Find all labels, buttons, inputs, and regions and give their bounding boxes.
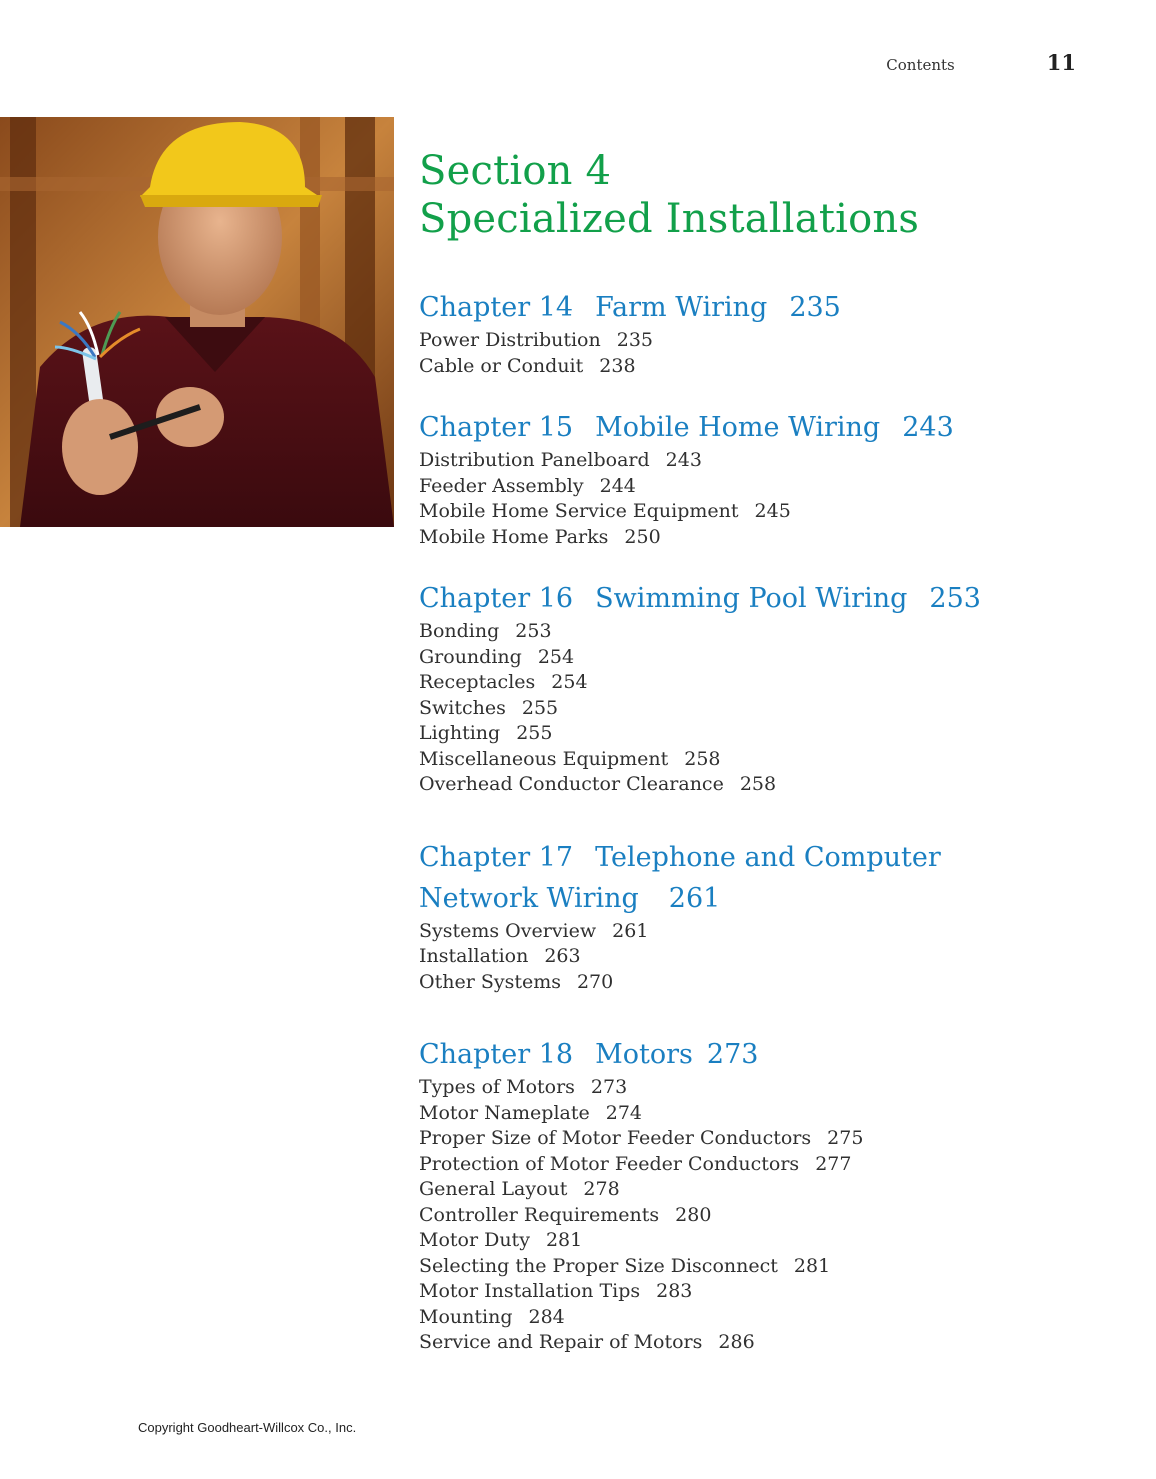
topic-page: 280 <box>675 1203 712 1226</box>
topic-item[interactable] <box>419 1203 1119 1229</box>
topic-item[interactable] <box>419 474 1119 500</box>
chapter-name: Motors <box>595 1039 693 1070</box>
chapter-label: Chapter 16 <box>419 583 574 614</box>
topic-page: 255 <box>521 696 559 719</box>
topic-page: 254 <box>551 671 588 693</box>
topic-title: Mobile Home Service Equipment <box>419 500 739 522</box>
topic-page: 255 <box>516 722 553 744</box>
chapter-heading[interactable] <box>419 407 1119 448</box>
copyright-notice: Copyright Goodheart-Willcox Co., Inc. <box>138 1420 357 1435</box>
chapter-16 <box>419 578 1119 798</box>
topic-item[interactable] <box>419 1101 1119 1127</box>
topic-item[interactable] <box>419 1254 1119 1280</box>
chapter-page: 273 <box>706 1039 759 1070</box>
topic-item[interactable] <box>419 354 1119 380</box>
topic-page: 253 <box>515 620 552 642</box>
chapter-14 <box>419 287 1119 379</box>
chapter-18 <box>419 1034 1119 1356</box>
topic-item[interactable] <box>419 1228 1119 1254</box>
section-number: Section 4 <box>419 148 612 194</box>
electrician-photo <box>0 117 394 527</box>
topic-item[interactable] <box>419 670 1119 696</box>
page-number: 11 <box>1046 50 1076 75</box>
topic-title: Protection of Motor Feeder Conductors <box>419 1152 800 1175</box>
topic-title: Motor Installation Tips <box>419 1280 641 1302</box>
topic-title: Power Distribution <box>419 329 601 351</box>
topic-list <box>419 328 1119 379</box>
topic-page: 258 <box>684 747 721 770</box>
chapter-label: Chapter 15 <box>419 412 574 443</box>
topic-title: Service and Repair of Motors <box>419 1331 703 1353</box>
topic-title: Motor Nameplate <box>419 1101 590 1124</box>
topic-title: General Layout <box>419 1178 568 1200</box>
topic-item[interactable] <box>419 772 1119 798</box>
topic-item[interactable] <box>419 328 1119 354</box>
topic-list <box>419 448 1119 550</box>
topic-page: 281 <box>545 1229 583 1251</box>
topic-title: Lighting <box>419 722 501 744</box>
topic-item[interactable] <box>419 619 1119 645</box>
topic-title: Overhead Conductor Clearance <box>419 773 724 795</box>
chapter-heading[interactable] <box>419 1034 1119 1075</box>
topic-title: Proper Size of Motor Feeder Conductors <box>419 1127 812 1149</box>
toc-content <box>419 147 1119 1356</box>
topic-title: Distribution Panelboard <box>419 449 650 471</box>
chapter-page: 253 <box>929 583 981 614</box>
topic-page: 281 <box>793 1254 831 1277</box>
section-title <box>419 147 1119 243</box>
topic-item[interactable] <box>419 1075 1119 1101</box>
topic-item[interactable] <box>419 1152 1119 1178</box>
topic-title: Bonding <box>419 620 500 642</box>
chapter-15 <box>419 407 1119 550</box>
topic-page: 250 <box>624 525 661 548</box>
topic-title: Motor Duty <box>419 1229 530 1251</box>
topic-page: 284 <box>528 1305 565 1328</box>
topic-page: 245 <box>754 500 791 522</box>
topic-item[interactable] <box>419 448 1119 474</box>
topic-page: 286 <box>718 1331 755 1353</box>
chapter-page: 235 <box>789 292 841 323</box>
topic-title: Installation <box>419 945 529 967</box>
chapter-17 <box>419 837 1119 996</box>
chapter-heading[interactable] <box>419 578 1119 619</box>
topic-title: Receptacles <box>419 671 536 693</box>
topic-page: 263 <box>544 945 581 967</box>
topic-item[interactable] <box>419 970 1119 996</box>
topic-item[interactable] <box>419 919 1119 945</box>
topic-title: Mounting <box>419 1305 513 1328</box>
chapter-label: Chapter 18 <box>419 1039 574 1070</box>
chapter-page: 261 <box>668 882 721 914</box>
topic-item[interactable] <box>419 944 1119 970</box>
topic-item[interactable] <box>419 1126 1119 1152</box>
chapter-name: Farm Wiring <box>595 292 768 323</box>
topic-item[interactable] <box>419 1177 1119 1203</box>
topic-page: 274 <box>605 1101 643 1124</box>
chapter-name: Telephone and Computer <box>595 841 941 873</box>
topic-page: 283 <box>656 1280 693 1302</box>
topic-title: Cable or Conduit <box>419 354 584 377</box>
topic-list <box>419 919 1119 996</box>
chapter-heading[interactable] <box>419 837 1119 919</box>
topic-title: Feeder Assembly <box>419 474 584 497</box>
topic-title: Other Systems <box>419 970 561 993</box>
topic-title: Grounding <box>419 645 522 668</box>
topic-title: Switches <box>419 696 506 719</box>
section-name: Specialized Installations <box>419 196 920 242</box>
chapter-heading[interactable] <box>419 287 1119 328</box>
topic-page: 235 <box>616 329 653 351</box>
topic-page: 275 <box>827 1127 864 1149</box>
topic-item[interactable] <box>419 1330 1119 1356</box>
topic-item[interactable] <box>419 1279 1119 1305</box>
topic-page: 254 <box>537 645 575 668</box>
topic-title: Mobile Home Parks <box>419 525 609 548</box>
topic-item[interactable] <box>419 1305 1119 1331</box>
topic-title: Miscellaneous Equipment <box>419 747 669 770</box>
topic-page: 244 <box>599 474 636 497</box>
topic-item[interactable] <box>419 747 1119 773</box>
topic-page: 258 <box>739 773 777 795</box>
topic-page: 277 <box>815 1152 852 1175</box>
chapter-name-cont: Network Wiring <box>419 882 639 914</box>
chapter-page: 243 <box>902 412 954 443</box>
topic-item[interactable] <box>419 525 1119 551</box>
running-title: Contents <box>886 56 955 74</box>
topic-page: 273 <box>590 1076 628 1098</box>
chapter-name: Swimming Pool Wiring <box>595 583 908 614</box>
running-head <box>886 50 1076 74</box>
topic-title: Systems Overview <box>419 919 597 942</box>
topic-title: Controller Requirements <box>419 1203 660 1226</box>
topic-item[interactable] <box>419 721 1119 747</box>
topic-page: 261 <box>612 919 649 942</box>
chapter-label: Chapter 14 <box>419 292 574 323</box>
topic-page: 238 <box>599 354 636 377</box>
topic-item[interactable] <box>419 499 1119 525</box>
topic-page: 270 <box>576 970 614 993</box>
chapter-label: Chapter 17 <box>419 841 574 873</box>
topic-list <box>419 1075 1119 1356</box>
topic-page: 278 <box>583 1178 620 1200</box>
chapter-name: Mobile Home Wiring <box>595 412 881 443</box>
topic-title: Types of Motors <box>419 1076 575 1098</box>
topic-list <box>419 619 1119 798</box>
topic-item[interactable] <box>419 645 1119 671</box>
topic-page: 243 <box>665 449 702 471</box>
topic-item[interactable] <box>419 696 1119 722</box>
topic-title: Selecting the Proper Size Disconnect <box>419 1254 778 1277</box>
